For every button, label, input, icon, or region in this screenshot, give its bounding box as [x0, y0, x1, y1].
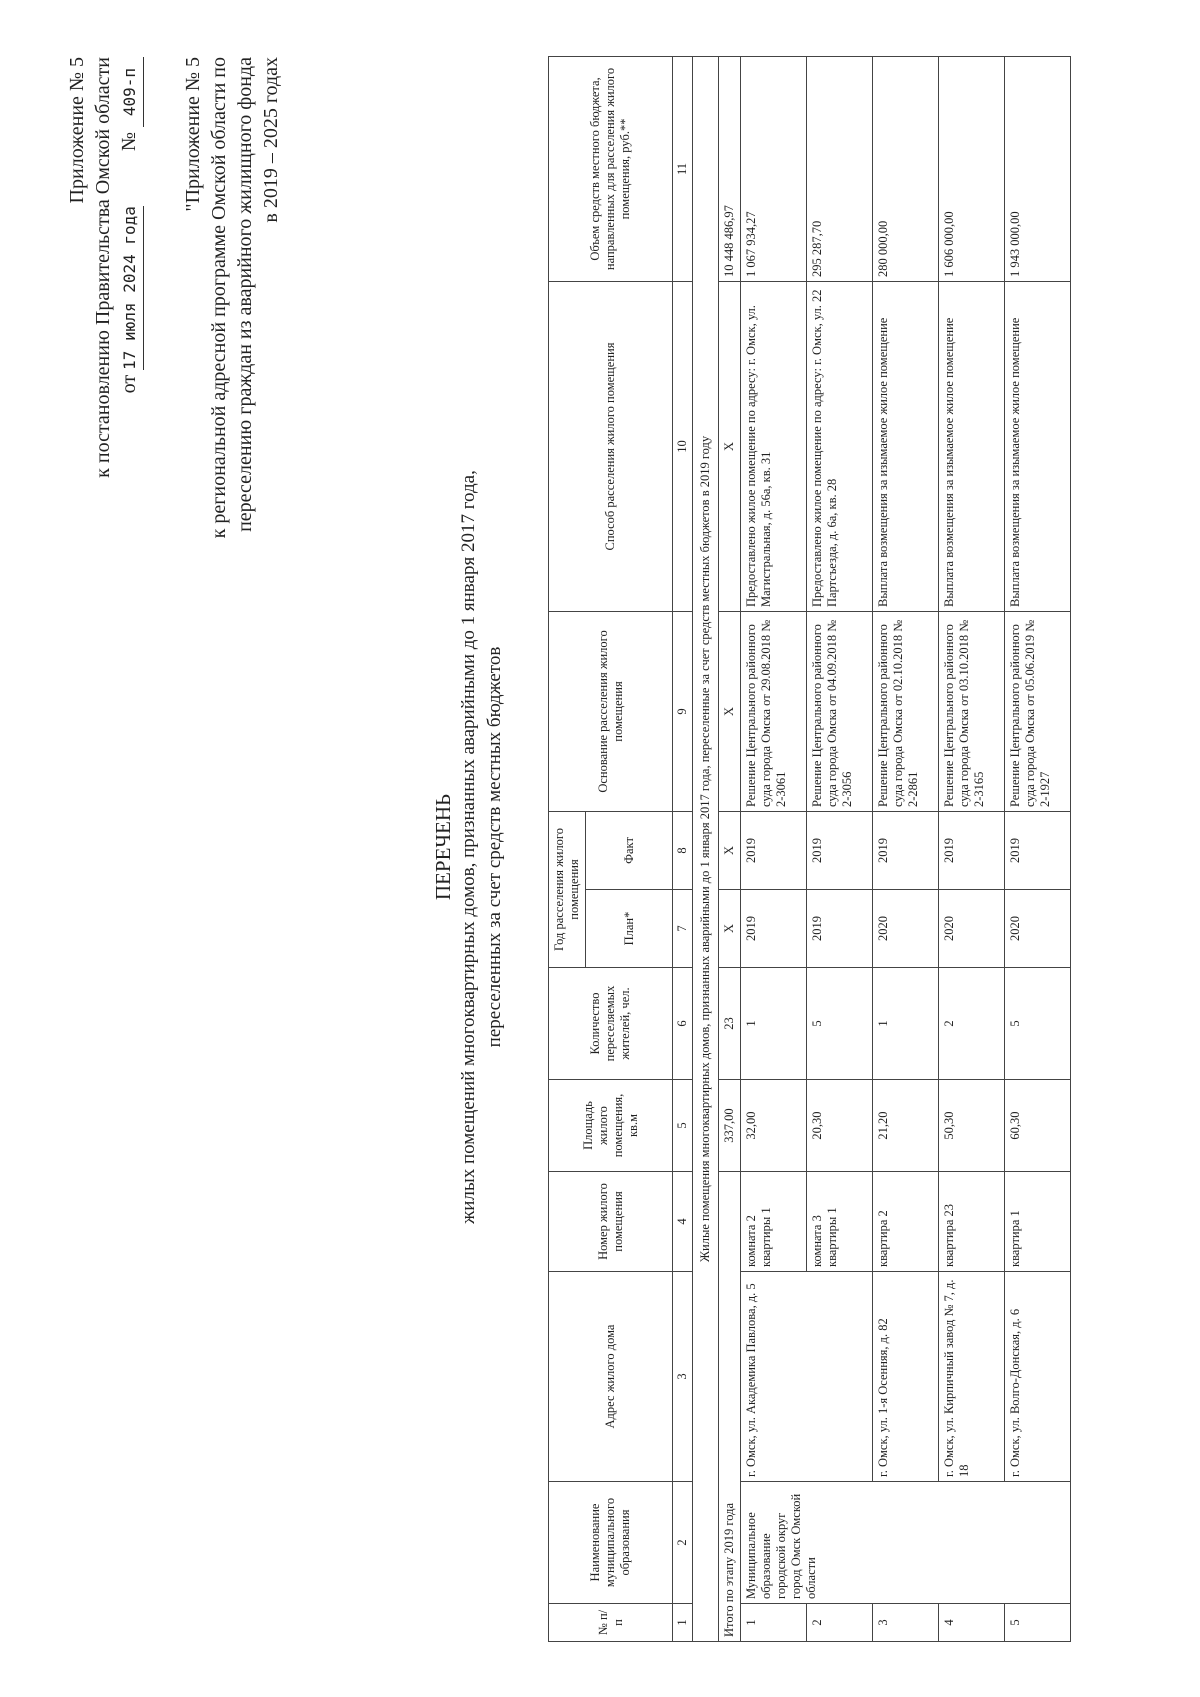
row-fact: 2019 — [939, 811, 1005, 889]
document-title — [430, 297, 508, 1397]
total-residents: 23 — [719, 968, 741, 1080]
row-fact: 2019 — [807, 811, 873, 889]
total-fact: X — [719, 811, 741, 889]
total-basis: X — [719, 611, 741, 811]
row-room: квартира 2 — [873, 1172, 939, 1272]
row-area: 21,20 — [873, 1080, 939, 1172]
header-room: Номер жилого помещения — [549, 1172, 673, 1272]
decree-date: 17 июля 2024 года — [117, 206, 144, 370]
row-method: Предоставлено жилое помещение по адресу: г. Омск, ул. Магистральная, д. 56а, кв. 31 — [741, 281, 807, 611]
row-residents: 1 — [741, 968, 807, 1080]
housing-table — [548, 56, 1071, 1642]
title-heading: ПЕРЕЧЕНЬ — [431, 793, 455, 901]
row-fact: 2019 — [873, 811, 939, 889]
row-plan: 2020 — [1005, 890, 1071, 968]
from-prefix: от — [118, 374, 140, 394]
row-fact: 2019 — [741, 811, 807, 889]
municipality-cell: Муниципальное образование городской округ город Омск Омской области — [741, 1482, 1071, 1604]
total-label: Итого по этапу 2019 года — [719, 1172, 741, 1642]
row-method: Выплата возмещения за изымаемое жилое помещение — [873, 281, 939, 611]
row-room: комната 3 квартиры 1 — [807, 1172, 873, 1272]
col-number: 7 — [673, 890, 693, 968]
header-method: Способ расселения жилого помещения — [549, 281, 673, 611]
col-number: 5 — [673, 1080, 693, 1172]
table-row — [873, 56, 939, 1641]
appendix-line2: к постановлению Правительства Омской области — [92, 57, 114, 478]
row-basis: Решение Центрального районного суда города Омска от 03.10.2018 № 2-3165 — [939, 611, 1005, 811]
row-budget: 1 067 934,27 — [741, 56, 807, 281]
row-plan: 2020 — [873, 890, 939, 968]
header-no: № п/п — [549, 1604, 673, 1642]
program-line2: к региональной адресной программе Омской области по — [208, 57, 230, 539]
row-address: г. Омск, ул. Академика Павлова, д. 5 — [741, 1272, 873, 1482]
appendix-line1: Приложение № 5 — [66, 57, 88, 204]
header-residents: Количество переселяемых жителей, чел. — [549, 968, 673, 1080]
row-plan: 2019 — [807, 890, 873, 968]
program-line4: в 2019 – 2025 годах — [260, 57, 282, 223]
row-residents: 5 — [1005, 968, 1071, 1080]
header-budget: Объем средств местного бюджета, направленных для расселения жилого помещения, руб.** — [549, 56, 673, 281]
program-line1: "Приложение № 5 — [182, 57, 204, 212]
row-method: Выплата возмещения за изымаемое жилое помещение — [939, 281, 1005, 611]
row-budget: 280 000,00 — [873, 56, 939, 281]
col-number: 3 — [673, 1272, 693, 1482]
total-budget: 10 448 486,97 — [719, 56, 741, 281]
row-basis: Решение Центрального районного суда города Омска от 05.06.2019 № 2-1927 — [1005, 611, 1071, 811]
row-basis: Решение Центрального районного суда города Омска от 29.08.2018 № 2-3061 — [741, 611, 807, 811]
table-row — [741, 56, 807, 1641]
row-basis: Решение Центрального районного суда города Омска от 02.10.2018 № 2-2861 — [873, 611, 939, 811]
no-prefix: № — [118, 132, 140, 152]
total-row — [719, 56, 741, 1641]
col-number: 2 — [673, 1482, 693, 1604]
header-area: Площадь жилого помещения, кв.м — [549, 1080, 673, 1172]
header-municipality: Наименование муниципального образования — [549, 1482, 673, 1604]
row-residents: 5 — [807, 968, 873, 1080]
header-plan: План* — [586, 890, 673, 968]
row-budget: 295 287,70 — [807, 56, 873, 281]
row-method: Предоставлено жилое помещение по адресу: г. Омск, ул. 22 Партсъезда, д. 6а, кв. 28 — [807, 281, 873, 611]
title-line2: переселенных за счет средств местных бюджетов — [484, 646, 505, 1048]
row-no: 2 — [807, 1604, 873, 1642]
header-address: Адрес жилого дома — [549, 1272, 673, 1482]
row-plan: 2019 — [741, 890, 807, 968]
row-residents: 2 — [939, 968, 1005, 1080]
total-method: X — [719, 281, 741, 611]
row-residents: 1 — [873, 968, 939, 1080]
row-area: 60,30 — [1005, 1080, 1071, 1172]
row-method: Выплата возмещения за изымаемое жилое помещение — [1005, 281, 1071, 611]
row-room: квартира 1 — [1005, 1172, 1071, 1272]
title-line1: жилых помещений многоквартирных домов, признанных аварийными до 1 января 2017 года, — [458, 470, 479, 1224]
header-year-group: Год расселения жилого помещения — [549, 811, 586, 967]
row-plan: 2020 — [939, 890, 1005, 968]
col-number: 10 — [673, 281, 693, 611]
row-area: 50,30 — [939, 1080, 1005, 1172]
row-budget: 1 943 000,00 — [1005, 56, 1071, 281]
col-number: 6 — [673, 968, 693, 1080]
row-no: 5 — [1005, 1604, 1071, 1642]
section-row — [693, 56, 719, 1641]
row-address: г. Омск, ул. 1-я Осенняя, д. 82 — [873, 1272, 939, 1482]
row-no: 3 — [873, 1604, 939, 1642]
row-no: 1 — [741, 1604, 807, 1642]
col-number: 8 — [673, 811, 693, 889]
header-basis: Основание расселения жилого помещения — [549, 611, 673, 811]
appendix-line3 — [116, 57, 144, 617]
header-row — [549, 56, 586, 1641]
total-plan: X — [719, 890, 741, 968]
col-number: 11 — [673, 56, 693, 281]
program-reference — [180, 57, 284, 637]
row-budget: 1 606 000,00 — [939, 56, 1005, 281]
table-row — [1005, 56, 1071, 1641]
col-number: 1 — [673, 1604, 693, 1642]
row-basis: Решение Центрального районного суда города Омска от 04.09.2018 № 2-3056 — [807, 611, 873, 811]
row-room: квартира 23 — [939, 1172, 1005, 1272]
section-title: Жилые помещения многоквартирных домов, признанных аварийными до 1 января 2017 года, переселенные за счет средств местных бюджетов в 2019 году — [693, 56, 719, 1641]
header-fact: Факт — [586, 811, 673, 889]
program-line3: переселению граждан из аварийного жилищного фонда — [234, 57, 256, 532]
row-room: комната 2 квартиры 1 — [741, 1172, 807, 1272]
column-numbers-row — [673, 56, 693, 1641]
total-area: 337,00 — [719, 1080, 741, 1172]
col-number: 9 — [673, 611, 693, 811]
col-number: 4 — [673, 1172, 693, 1272]
row-address: г. Омск, ул. Кирпичный завод № 7, д. 18 — [939, 1272, 1005, 1482]
row-address: г. Омск, ул. Волго-Донская, д. 6 — [1005, 1272, 1071, 1482]
row-fact: 2019 — [1005, 811, 1071, 889]
row-no: 4 — [939, 1604, 1005, 1642]
row-area: 32,00 — [741, 1080, 807, 1172]
row-area: 20,30 — [807, 1080, 873, 1172]
appendix-block — [64, 57, 144, 617]
table-row — [939, 56, 1005, 1641]
decree-number: 409-п — [117, 57, 144, 127]
